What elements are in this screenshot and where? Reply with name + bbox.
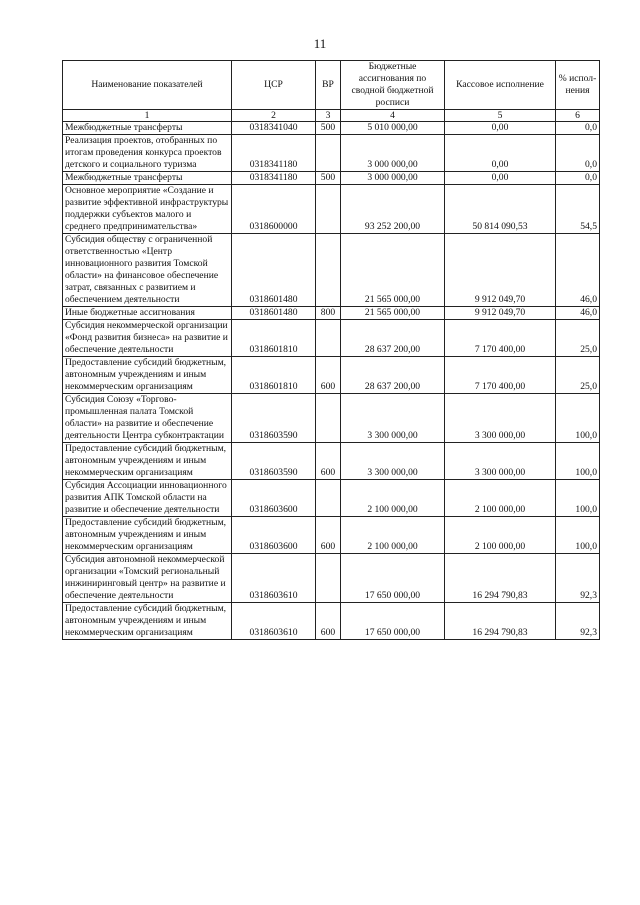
row-csr-cell: 0318603590: [232, 394, 316, 443]
row-allocation-cell: 28 637 200,00: [341, 320, 445, 357]
row-allocation-cell: 2 100 000,00: [341, 480, 445, 517]
row-vr-cell: 600: [316, 603, 341, 640]
row-name-cell: Субсидия обществу с ограниченной ответственностью «Центр инновационного развития Томской области» на финансовое обеспечение затрат, связанных с развитием и обеспечением деятельности: [63, 234, 232, 307]
row-execution-cell: 3 300 000,00: [445, 443, 556, 480]
row-vr-cell: 600: [316, 443, 341, 480]
row-allocation-cell: 3 000 000,00: [341, 135, 445, 172]
row-percent-cell: 92,3: [556, 554, 600, 603]
row-csr-cell: 0318601810: [232, 320, 316, 357]
row-name-cell: Субсидия Союзу «Торгово-промышленная палата Томской области» на развитие и обеспечение деятельности Центра субконтрактации: [63, 394, 232, 443]
row-allocation-cell: 21 565 000,00: [341, 307, 445, 320]
row-csr-cell: 0318601480: [232, 307, 316, 320]
row-percent-cell: 25,0: [556, 357, 600, 394]
row-execution-cell: 2 100 000,00: [445, 480, 556, 517]
header-percent: % испол-нения: [556, 61, 600, 110]
column-number: 4: [341, 110, 445, 122]
row-csr-cell: 0318341180: [232, 135, 316, 172]
table-row: [63, 135, 600, 172]
row-execution-cell: 16 294 790,83: [445, 554, 556, 603]
row-allocation-cell: 17 650 000,00: [341, 603, 445, 640]
row-name-cell: Субсидия некоммерческой организации «Фонд развития бизнеса» на развитие и обеспечение деятельности: [63, 320, 232, 357]
column-number: 3: [316, 110, 341, 122]
row-percent-cell: 46,0: [556, 307, 600, 320]
row-csr-cell: 0318603600: [232, 517, 316, 554]
row-percent-cell: 0,0: [556, 122, 600, 135]
column-number: 6: [556, 110, 600, 122]
row-allocation-cell: 5 010 000,00: [341, 122, 445, 135]
row-vr-cell: [316, 185, 341, 234]
row-name-cell: Предоставление субсидий бюджетным, автономным учреждениям и иным некоммерческим организациям: [63, 443, 232, 480]
row-csr-cell: 0318601810: [232, 357, 316, 394]
column-number: 2: [232, 110, 316, 122]
row-vr-cell: [316, 234, 341, 307]
row-percent-cell: 54,5: [556, 185, 600, 234]
row-percent-cell: 0,0: [556, 172, 600, 185]
row-execution-cell: 0,00: [445, 172, 556, 185]
row-vr-cell: 500: [316, 172, 341, 185]
table-body: [63, 122, 600, 640]
table-row: [63, 122, 600, 135]
row-execution-cell: 50 814 090,53: [445, 185, 556, 234]
row-allocation-cell: 3 300 000,00: [341, 443, 445, 480]
table-row: [63, 394, 600, 443]
header-csr: ЦСР: [232, 61, 316, 110]
row-csr-cell: 0318341180: [232, 172, 316, 185]
table-row: [63, 185, 600, 234]
row-name-cell: Предоставление субсидий бюджетным, автономным учреждениям и иным некоммерческим организациям: [63, 603, 232, 640]
page-number: 11: [313, 36, 327, 51]
row-name-cell: Межбюджетные трансферты: [63, 122, 232, 135]
row-percent-cell: 0,0: [556, 135, 600, 172]
row-allocation-cell: 3 000 000,00: [341, 172, 445, 185]
table-row: [63, 517, 600, 554]
row-execution-cell: 9 912 049,70: [445, 234, 556, 307]
table-row: [63, 307, 600, 320]
row-csr-cell: 0318603610: [232, 603, 316, 640]
row-csr-cell: 0318600000: [232, 185, 316, 234]
row-csr-cell: 0318603600: [232, 480, 316, 517]
table-row: [63, 443, 600, 480]
row-csr-cell: 0318603590: [232, 443, 316, 480]
row-csr-cell: 0318341040: [232, 122, 316, 135]
row-csr-cell: 0318603610: [232, 554, 316, 603]
row-name-cell: Реализация проектов, отобранных по итогам проведения конкурса проектов детского и социального туризма: [63, 135, 232, 172]
row-vr-cell: 800: [316, 307, 341, 320]
row-execution-cell: 3 300 000,00: [445, 394, 556, 443]
row-allocation-cell: 21 565 000,00: [341, 234, 445, 307]
header-name: Наименование показателей: [63, 61, 232, 110]
row-allocation-cell: 28 637 200,00: [341, 357, 445, 394]
header-execution: Кассовое исполнение: [445, 61, 556, 110]
row-name-cell: Субсидия автономной некоммерческой организации «Томский региональный инжиниринговый центр» на развитие и обеспечение деятельности: [63, 554, 232, 603]
column-number-row: [63, 110, 600, 122]
row-execution-cell: 9 912 049,70: [445, 307, 556, 320]
row-percent-cell: 100,0: [556, 480, 600, 517]
row-vr-cell: 600: [316, 357, 341, 394]
row-percent-cell: 25,0: [556, 320, 600, 357]
row-execution-cell: 16 294 790,83: [445, 603, 556, 640]
table-row: [63, 554, 600, 603]
row-name-cell: Иные бюджетные ассигнования: [63, 307, 232, 320]
table-row: [63, 603, 600, 640]
table-header-row: [63, 61, 600, 110]
table-row: [63, 357, 600, 394]
row-vr-cell: [316, 135, 341, 172]
table-row: [63, 172, 600, 185]
row-execution-cell: 7 170 400,00: [445, 320, 556, 357]
table-row: [63, 480, 600, 517]
table-row: [63, 320, 600, 357]
row-execution-cell: 0,00: [445, 135, 556, 172]
row-vr-cell: [316, 320, 341, 357]
row-execution-cell: 7 170 400,00: [445, 357, 556, 394]
row-name-cell: Межбюджетные трансферты: [63, 172, 232, 185]
row-name-cell: Предоставление субсидий бюджетным, автономным учреждениям и иным некоммерческим организациям: [63, 357, 232, 394]
header-vr: ВР: [316, 61, 341, 110]
row-allocation-cell: 17 650 000,00: [341, 554, 445, 603]
row-vr-cell: 600: [316, 517, 341, 554]
row-execution-cell: 2 100 000,00: [445, 517, 556, 554]
header-allocations: Бюджетные ассигнования по сводной бюджетной росписи: [341, 61, 445, 110]
row-name-cell: Основное мероприятие «Создание и развитие эффективной инфраструктуры поддержки субъектов малого и среднего предпринимательства»: [63, 185, 232, 234]
row-allocation-cell: 3 300 000,00: [341, 394, 445, 443]
row-vr-cell: [316, 554, 341, 603]
column-number: 1: [63, 110, 232, 122]
row-allocation-cell: 93 252 200,00: [341, 185, 445, 234]
row-percent-cell: 100,0: [556, 394, 600, 443]
row-execution-cell: 0,00: [445, 122, 556, 135]
row-name-cell: Субсидия Ассоциации инновационного развития АПК Томской области на развитие и обеспечение деятельности: [63, 480, 232, 517]
budget-execution-table: [62, 60, 600, 640]
row-name-cell: Предоставление субсидий бюджетным, автономным учреждениям и иным некоммерческим организациям: [63, 517, 232, 554]
row-percent-cell: 46,0: [556, 234, 600, 307]
row-percent-cell: 92,3: [556, 603, 600, 640]
row-vr-cell: [316, 394, 341, 443]
column-number: 5: [445, 110, 556, 122]
row-vr-cell: 500: [316, 122, 341, 135]
table-row: [63, 234, 600, 307]
row-csr-cell: 0318601480: [232, 234, 316, 307]
row-allocation-cell: 2 100 000,00: [341, 517, 445, 554]
row-vr-cell: [316, 480, 341, 517]
row-percent-cell: 100,0: [556, 443, 600, 480]
row-percent-cell: 100,0: [556, 517, 600, 554]
